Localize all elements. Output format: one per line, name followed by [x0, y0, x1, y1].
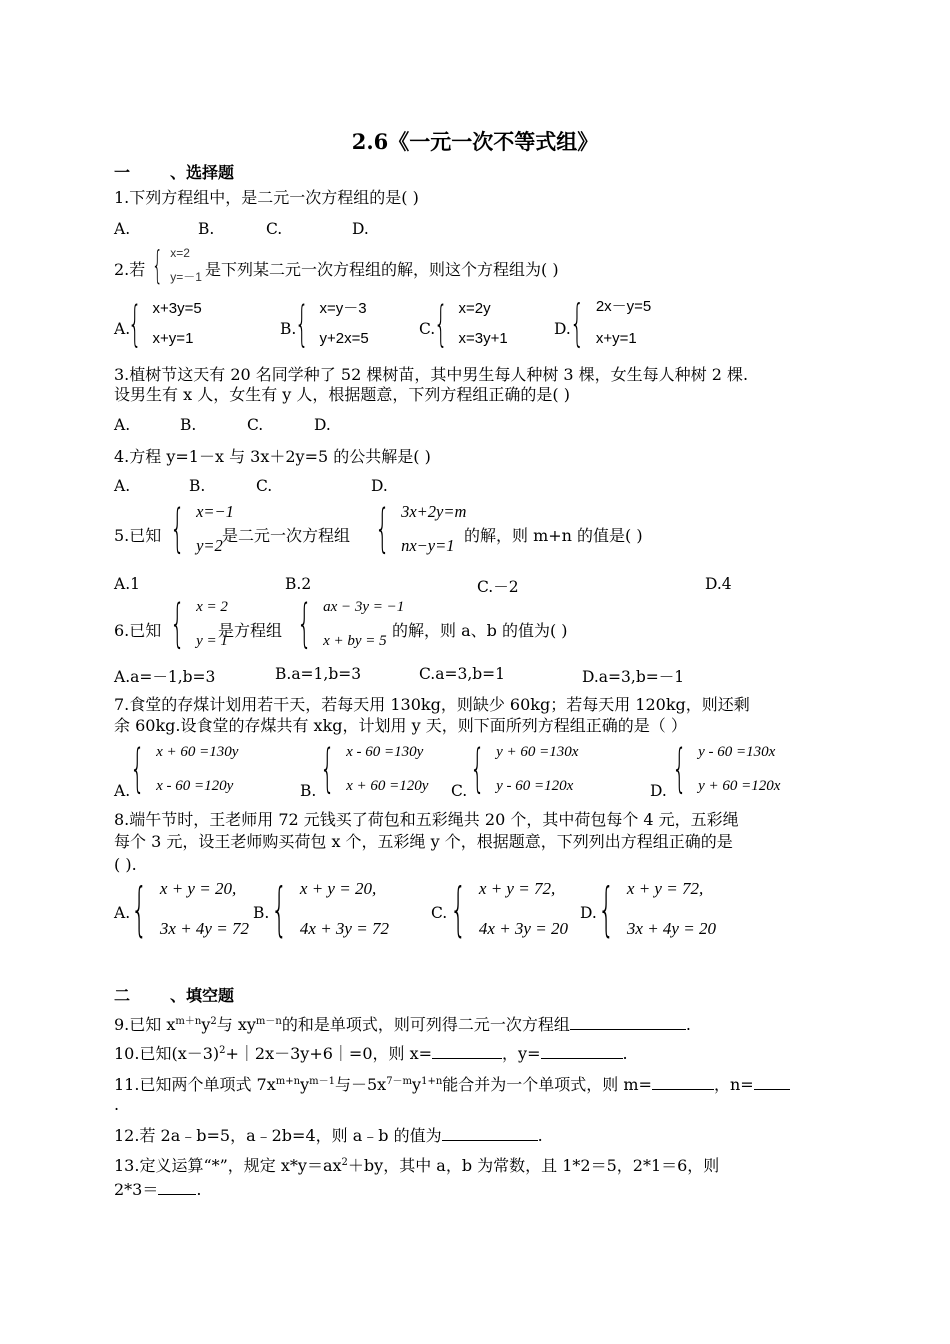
- q13-text: 13.定义运算“*”，规定 x*y＝ax: [114, 1156, 342, 1175]
- q12-text: 12.若 2a﹣b=5，a﹣2b=4，则 a﹣b 的值为: [114, 1126, 442, 1145]
- q1-option-d: D.: [352, 220, 369, 238]
- q7-option-a-system: [130, 739, 239, 799]
- q7-option-c-system: [470, 739, 579, 799]
- q6-option-d: D.a=3,b=－1: [582, 668, 685, 686]
- question-10: [114, 1042, 628, 1065]
- brace-icon: {: [375, 499, 390, 559]
- q8-option-c-system: [450, 875, 568, 943]
- question-5-middle: 是二元一次方程组: [222, 526, 351, 545]
- system-line: y = 1: [196, 633, 228, 649]
- question-3-line-1: 3.植树节这天有 20 名同学种了 52 棵树苗，其中男生每人种树 3 棵，女生每人种树 2 棵.: [114, 365, 749, 384]
- system-line: y=－1: [170, 270, 202, 284]
- system-line: y + 60 =130x: [496, 744, 579, 760]
- system-line: x + y = 20,: [159, 879, 237, 898]
- question-13-line-1: [114, 1155, 719, 1177]
- q11-text: 与－5x: [334, 1075, 387, 1094]
- q9-text: .: [685, 1015, 691, 1034]
- brace-icon: {: [598, 875, 615, 943]
- system-line: x+3y=5: [152, 300, 202, 317]
- exponent: 2: [210, 1016, 217, 1027]
- brace-icon: {: [672, 739, 687, 799]
- q5-option-b: B.2: [285, 575, 312, 593]
- brace-icon: {: [130, 739, 145, 799]
- question-1: 1.下列方程组中，是二元一次方程组的是( ): [114, 188, 419, 207]
- brace-icon: {: [170, 594, 185, 654]
- exponent: 7－m: [386, 1076, 413, 1087]
- q6-option-a: A.a=－1,b=3: [114, 668, 216, 686]
- exponent: 2: [219, 1045, 226, 1056]
- system-line: 3x+2y=m: [401, 502, 467, 521]
- system-line: x+y=1: [595, 330, 637, 347]
- system-line: 3x + 4y = 20: [626, 919, 716, 938]
- q4-option-c: C.: [256, 477, 273, 495]
- q2-option-a-system: [128, 296, 202, 352]
- q6-option-c: C.a=3,b=1: [419, 665, 506, 683]
- brace-icon: {: [271, 875, 288, 943]
- q8-option-a-system: [131, 875, 249, 943]
- question-11-end: .: [114, 1095, 120, 1114]
- brace-icon: {: [434, 296, 448, 352]
- answer-blank[interactable]: [570, 1013, 686, 1030]
- system-line: x + y = 72,: [478, 879, 556, 898]
- q10-text: ，y=: [502, 1044, 541, 1063]
- q1-option-c: C.: [266, 220, 283, 238]
- q7-option-d-label: D.: [650, 782, 667, 800]
- answer-blank-n[interactable]: [754, 1073, 790, 1090]
- system-line: y+2x=5: [319, 330, 369, 347]
- system-line: x + 60 =120y: [346, 778, 429, 794]
- system-line: x=2: [170, 246, 190, 260]
- q5-option-a: A.1: [114, 575, 140, 593]
- system-line: x - 60 =130y: [346, 744, 424, 760]
- exponent: m－1: [309, 1076, 335, 1087]
- question-2-prefix: 2.若: [114, 260, 146, 279]
- q5-option-d: D.4: [705, 575, 732, 593]
- q5-equation-system: [375, 499, 467, 559]
- q11-text: y: [412, 1075, 422, 1094]
- system-line: y - 60 =130x: [698, 744, 776, 760]
- question-12: [114, 1124, 543, 1147]
- q3-option-d: D.: [314, 416, 331, 434]
- question-5-suffix: 的解，则 m+n 的值是( ): [464, 526, 643, 545]
- q8-option-b-label: B.: [253, 904, 270, 922]
- q13-text: .: [196, 1180, 202, 1199]
- section-2-heading: 、填空题: [170, 986, 235, 1005]
- system-line: x=3y+1: [458, 330, 508, 347]
- q7-option-d-system: [672, 739, 781, 799]
- exponent: m－n: [255, 1016, 282, 1027]
- q8-option-c-label: C.: [431, 904, 448, 922]
- q6-option-b: B.a=1,b=3: [275, 665, 362, 683]
- answer-blank[interactable]: [442, 1124, 538, 1141]
- q2-option-c-label: C.: [419, 320, 436, 338]
- q5-option-c: C.－2: [477, 578, 519, 596]
- system-line: 4x + 3y = 20: [478, 919, 568, 938]
- question-11: [114, 1073, 790, 1096]
- q4-option-d: D.: [371, 477, 388, 495]
- q9-text: 的和是单项式，则可列得二元一次方程组: [281, 1015, 570, 1034]
- q4-option-a: A.: [114, 477, 131, 495]
- system-line: nx−y=1: [401, 536, 455, 555]
- q10-text: .: [622, 1044, 628, 1063]
- q9-text: y: [201, 1015, 211, 1034]
- q12-text: .: [537, 1126, 543, 1145]
- exponent: 2: [341, 1157, 348, 1168]
- q2-option-d-system: [570, 294, 652, 352]
- q8-option-d-system: [598, 875, 716, 943]
- brace-icon: {: [128, 296, 142, 352]
- brace-icon: {: [450, 875, 467, 943]
- question-4: 4.方程 y=1－x 与 3x＋2y=5 的公共解是( ): [114, 447, 431, 466]
- system-line: y + 60 =120x: [698, 778, 781, 794]
- q11-text: 11.已知两个单项式 7x: [114, 1075, 276, 1094]
- system-line: x + y = 20,: [299, 879, 377, 898]
- system-line: x=2y: [458, 300, 491, 317]
- q11-text: 能合并为一个单项式，则 m=: [442, 1075, 652, 1094]
- question-9: [114, 1013, 691, 1036]
- section-1-number: 一: [114, 163, 131, 182]
- question-8-line-3: ( ).: [114, 855, 137, 874]
- q8-option-b-system: [271, 875, 389, 943]
- system-line: ax − 3y = −1: [323, 599, 405, 615]
- q10-text: +｜2x－3y+6｜=0，则 x=: [225, 1044, 433, 1063]
- exponent: m＋n: [175, 1016, 202, 1027]
- question-6-prefix: 6.已知: [114, 621, 162, 640]
- q2-option-b-system: [295, 296, 369, 352]
- q9-text: 与 xy: [216, 1015, 256, 1034]
- answer-blank-y[interactable]: [541, 1042, 623, 1059]
- q2-option-c-system: [434, 296, 508, 352]
- section-2-number: 二: [114, 986, 131, 1005]
- system-line: x - 60 =120y: [156, 778, 234, 794]
- q4-option-b: B.: [189, 477, 206, 495]
- exponent: m+n: [275, 1076, 301, 1087]
- question-7-line-2: 余 60kg.设食堂的存煤共有 xkg，计划用 y 天，则下面所列方程组正确的是（ ）: [114, 716, 687, 735]
- brace-icon: {: [297, 594, 312, 654]
- system-line: x + 60 =130y: [156, 744, 239, 760]
- system-line: 3x + 4y = 72: [159, 919, 249, 938]
- q3-option-c: C.: [247, 416, 264, 434]
- system-line: y=2: [196, 536, 223, 555]
- answer-blank-x[interactable]: [432, 1042, 502, 1059]
- system-line: x = 2: [196, 599, 228, 615]
- q2-solution-system: [152, 243, 202, 287]
- q7-option-b-label: B.: [300, 782, 317, 800]
- system-line: x + by = 5: [323, 633, 387, 649]
- q13-text: 2*3＝: [114, 1180, 159, 1199]
- section-1-heading: 、选择题: [170, 163, 235, 182]
- brace-icon: {: [470, 739, 485, 799]
- system-line: 4x + 3y = 72: [299, 919, 389, 938]
- brace-icon: {: [170, 499, 185, 559]
- system-line: x=y－3: [319, 300, 367, 317]
- question-6-suffix: 的解，则 a、b 的值为( ): [392, 621, 568, 640]
- q2-option-a-label: A.: [114, 320, 131, 338]
- q3-option-a: A.: [114, 416, 131, 434]
- brace-icon: {: [570, 294, 585, 352]
- question-6-middle: 是方程组: [218, 621, 283, 640]
- system-line: y - 60 =120x: [496, 778, 574, 794]
- question-8-line-2: 每个 3 元，设王老师购买荷包 x 个，五彩绳 y 个，根据题意，下列列出方程组正确的是: [114, 832, 733, 851]
- q7-option-a-label: A.: [114, 782, 131, 800]
- q2-option-b-label: B.: [280, 320, 297, 338]
- q11-text: ，n=: [713, 1075, 754, 1094]
- q7-option-b-system: [320, 739, 429, 799]
- q6-equation-system: [297, 594, 405, 654]
- q2-option-d-label: D.: [554, 320, 571, 338]
- q1-option-b: B.: [198, 220, 215, 238]
- question-2-text: 是下列某二元一次方程组的解，则这个方程组为( ): [205, 260, 559, 279]
- q7-option-c-label: C.: [451, 782, 468, 800]
- page-title: 2.6《一元一次不等式组》: [351, 129, 599, 154]
- q11-text: y: [300, 1075, 310, 1094]
- q9-text: 9.已知 x: [114, 1015, 176, 1034]
- q1-option-a: A.: [114, 220, 131, 238]
- q8-option-a-label: A.: [114, 904, 131, 922]
- q10-text: 10.已知(x－3): [114, 1044, 220, 1063]
- exponent: 1+n: [421, 1076, 443, 1087]
- answer-blank[interactable]: [158, 1178, 196, 1195]
- system-line: x + y = 72,: [626, 879, 704, 898]
- brace-icon: {: [320, 739, 335, 799]
- question-7-line-1: 7.食堂的存煤计划用若干天，若每天用 130kg，则缺少 60kg；若每天用 120kg，则还剩: [114, 695, 750, 714]
- system-line: 2x－y=5: [595, 298, 652, 315]
- q8-option-d-label: D.: [580, 904, 597, 922]
- answer-blank-m[interactable]: [652, 1073, 714, 1090]
- question-13-line-2: [114, 1178, 201, 1201]
- brace-icon: {: [152, 243, 163, 287]
- q13-text: ＋by，其中 a，b 为常数，且 1*2＝5，2*1＝6，则: [347, 1156, 720, 1175]
- system-line: x=−1: [196, 502, 234, 521]
- q3-option-b: B.: [180, 416, 197, 434]
- question-3-line-2: 设男生有 x 人，女生有 y 人，根据题意，下列方程组正确的是( ): [114, 385, 570, 404]
- system-line: x+y=1: [152, 330, 194, 347]
- brace-icon: {: [131, 875, 148, 943]
- question-5-prefix: 5.已知: [114, 526, 162, 545]
- brace-icon: {: [295, 296, 309, 352]
- question-8-line-1: 8.端午节时，王老师用 72 元钱买了荷包和五彩绳共 20 个，其中荷包每个 4 元，五彩绳: [114, 810, 739, 829]
